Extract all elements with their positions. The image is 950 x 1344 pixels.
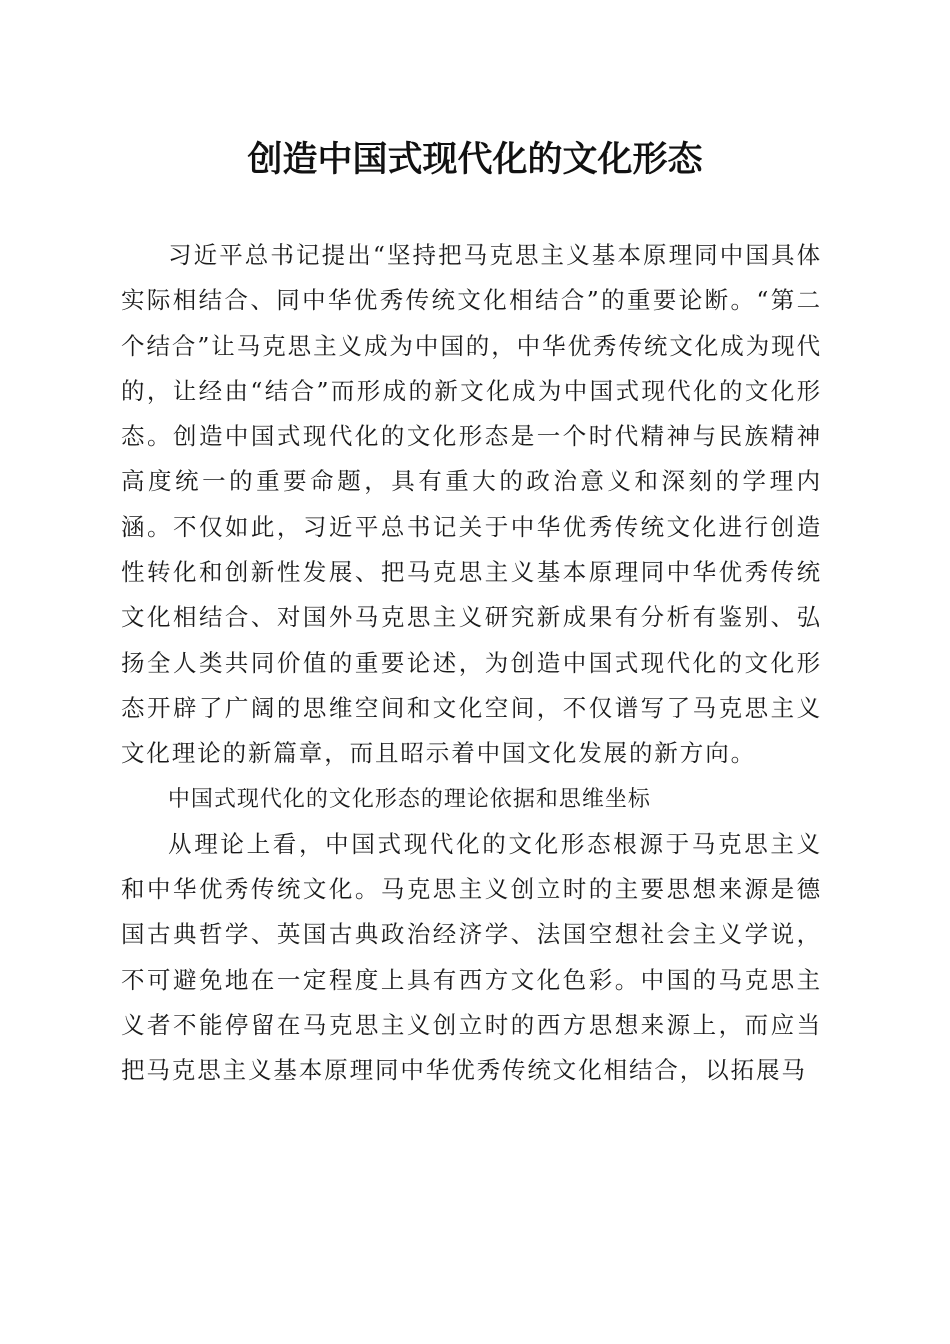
document-title: 创造中国式现代化的文化形态 [247,139,703,180]
section-paragraph: 从理论上看，中国式现代化的文化形态根源于马克思主义和中华优秀传统文化。马克思主义创立时的主要思想来源是德国古典哲学、英国古典政治经济学、法国空想社会主义学说，不可避免地在一定程度上具有西方文化色彩。中国的马克思主义者不能停留在马克思主义创立时的西方思想来源上，而应当把马克思主义基本原理同中华优秀传统文化相结合，以拓展马 [121,829,822,1085]
section-heading: 中国式现代化的文化形态的理论依据和思维坐标 [167,786,651,812]
intro-paragraph: 习近平总书记提出“坚持把马克思主义基本原理同中国具体实际相结合、同中华优秀传统文化相结合”的重要论断。“第二个结合”让马克思主义成为中国的，中华优秀传统文化成为现代的，让经由“结合”而形成的新文化成为中国式现代化的文化形态。创造中国式现代化的文化形态是一个时代精神与民族精神高度统一的重要命题，具有重大的政治意义和深刻的学理内涵。不仅如此，习近平总书记关于中华优秀传统文化进行创造性转化和创新性发展、把马克思主义基本原理同中华优秀传统文化相结合、对国外马克思主义研究新成果有分析有鉴别、弘扬全人类共同价值的重要论述，为创造中国式现代化的文化形态开辟了广阔的思维空间和文化空间，不仅谱写了马克思主义文化理论的新篇章，而且昭示着中国文化发展的新方向。 [121,241,822,768]
document-body [121,233,822,1094]
